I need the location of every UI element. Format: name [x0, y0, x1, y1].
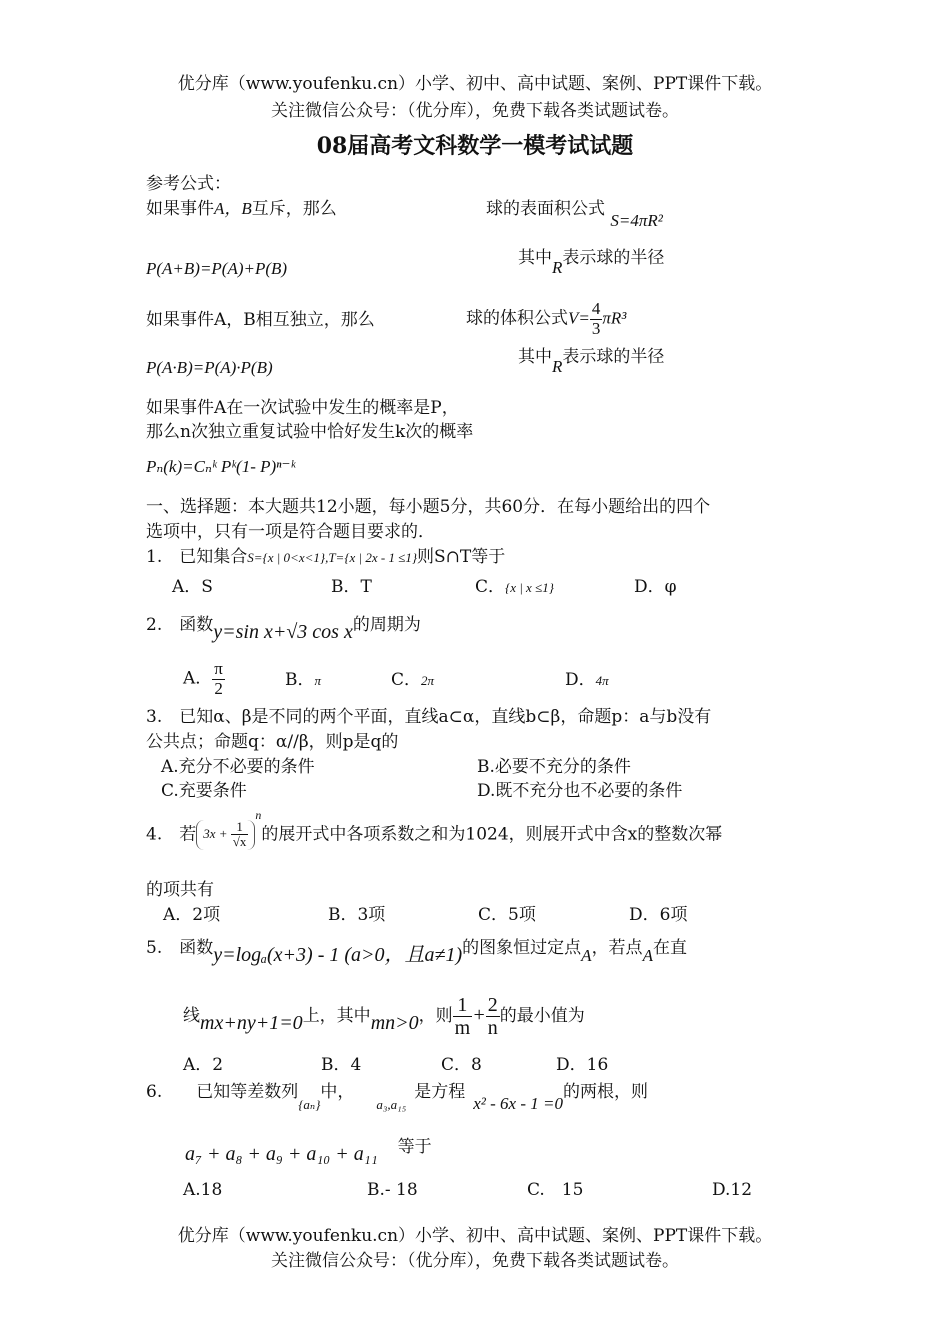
q6-option-a: A.18 — [183, 1180, 223, 1200]
q3-option-a: A.充分不必要的条件 — [161, 757, 315, 777]
q1-option-a: A．S — [172, 577, 213, 597]
header-line-2: 关注微信公众号：（优分库），免费下载各类试题试卷。 — [271, 101, 679, 121]
prob-formula: Pₙ(k)=Cₙᵏ Pᵏ(1- P)ⁿ⁻ᵏ — [146, 457, 296, 476]
q5-math: y=logₐ(x+3) - 1 (a>0，且a≠1) — [213, 944, 463, 966]
q1-option-c: C．{x | x ≤1} — [475, 577, 554, 597]
q3-stem-line-2: 公共点；命题q：α//β，则p是q的 — [146, 732, 399, 752]
q4-option-d: D．6项 — [629, 905, 688, 925]
q1-option-b: B．T — [331, 577, 372, 597]
indep-formula: P(A·B)=P(A)·P(B) — [146, 358, 273, 377]
q1-math: S={x | 0<x<1},T={x | 2x - 1 ≤1} — [247, 550, 418, 565]
section-line-2: 选项中，只有一项是符合题目要求的． — [146, 522, 435, 542]
q1-option-d: D．φ — [634, 577, 677, 597]
q6-option-d: D.12 — [712, 1180, 753, 1200]
q3-option-d: D.既不充分也不必要的条件 — [477, 781, 683, 801]
footer-line-2: 关注微信公众号：（优分库），免费下载各类试题试卷。 — [271, 1251, 679, 1271]
q5-option-b: B．4 — [321, 1055, 362, 1075]
q4-stem-line-2: 的项共有 — [146, 880, 214, 900]
q2-math: y=sin x+√3 cos x — [213, 621, 353, 643]
footer-line-1: 优分库（www.youfenku.cn）小学、初中、高中试题、案例、PPT课件下载。 — [177, 1226, 773, 1246]
q2-stem: 2. 函数y=sin x+√3 cos x的周期为 — [146, 615, 421, 643]
radius-note-1: 其中R表示球的半径 — [518, 248, 665, 277]
radius-note-2: 其中R表示球的半径 — [518, 347, 665, 376]
q3-option-b: B.必要不充分的条件 — [477, 757, 631, 777]
q4-option-b: B．3项 — [328, 905, 386, 925]
mutex-formula: P(A+B)=P(A)+P(B) — [146, 259, 288, 278]
q5-option-a: A．2 — [183, 1055, 224, 1075]
surface-line: 球的表面积公式 S=4πR² — [486, 199, 663, 230]
mutex-vars: A，B — [214, 199, 252, 218]
surface-formula: S=4πR² — [610, 211, 663, 230]
q6-option-b: B.- 18 — [367, 1180, 418, 1200]
q2-option-d: D．4π — [565, 670, 609, 690]
q4-stem: 4. 若 3x + $\frac{1}{√x}$ $^n$的展开式中各项系数之和为1024，则展开式中含x的整数次幂 — [146, 807, 723, 850]
q5-option-c: C．8 — [441, 1055, 482, 1075]
prob-line-2: 那么n次独立重复试验中恰好发生k次的概率 — [146, 422, 474, 442]
mutex-line: 如果事件A，B互斥，那么 — [146, 199, 337, 219]
q1-stem: 1. 已知集合S={x | 0<x<1},T={x | 2x - 1 ≤1}则S∩T等于 — [146, 547, 506, 567]
q3-stem-line-1: 3. 已知α、β是不同的两个平面，直线a⊂α，直线b⊂β，命题p：a与b没有 — [146, 707, 712, 727]
header-line-1: 优分库（www.youfenku.cn）小学、初中、高中试题、案例、PPT课件下载。 — [177, 74, 773, 94]
q3-option-c: C.充要条件 — [161, 781, 247, 801]
section-line-1: 一、选择题：本大题共12小题，每小题5分，共60分．在每小题给出的四个 — [146, 497, 711, 517]
q4-option-c: C．5项 — [478, 905, 536, 925]
q6-stem: 6. 已知等差数列$_{\{a_n\}}$中，$_{a_3,a_{15}}$是方程x² - 6x - 1 =0的两根，则 — [146, 1082, 648, 1113]
volume-line: 球的体积公式V= $\frac{4}{3}$ πR³ — [466, 299, 627, 338]
q2-option-a: A． $\frac{\pi}{2}$ — [183, 659, 223, 698]
q6-sum-line: a₇ + a₈ + a₉ + a₁₀ + a₁₁ 等于 — [185, 1137, 432, 1165]
prob-line-1: 如果事件A在一次试验中发生的概率是P， — [146, 398, 459, 418]
indep-line: 如果事件A，B相互独立，那么 — [146, 310, 375, 330]
page-title: 08届高考文科数学一模考试试题 — [316, 133, 634, 159]
q2-option-c: C．2π — [391, 670, 435, 690]
q6-option-c: C. 15 — [527, 1180, 584, 1200]
q5-stem: 5. 函数y=logₐ(x+3) - 1 (a>0，且a≠1)的图象恒过定点A，若点A在直 — [146, 938, 687, 966]
q5-stem-line-2: 线mx+ny+1=0上，其中mn>0，则 $\frac{1}{m}$ + $\frac{2}{n}$ 的最小值为 — [183, 994, 585, 1039]
formulas-heading: 参考公式： — [146, 174, 231, 194]
q2-option-b: B．π — [285, 670, 322, 690]
q4-option-a: A．2项 — [163, 905, 221, 925]
q5-option-d: D．16 — [556, 1055, 609, 1075]
